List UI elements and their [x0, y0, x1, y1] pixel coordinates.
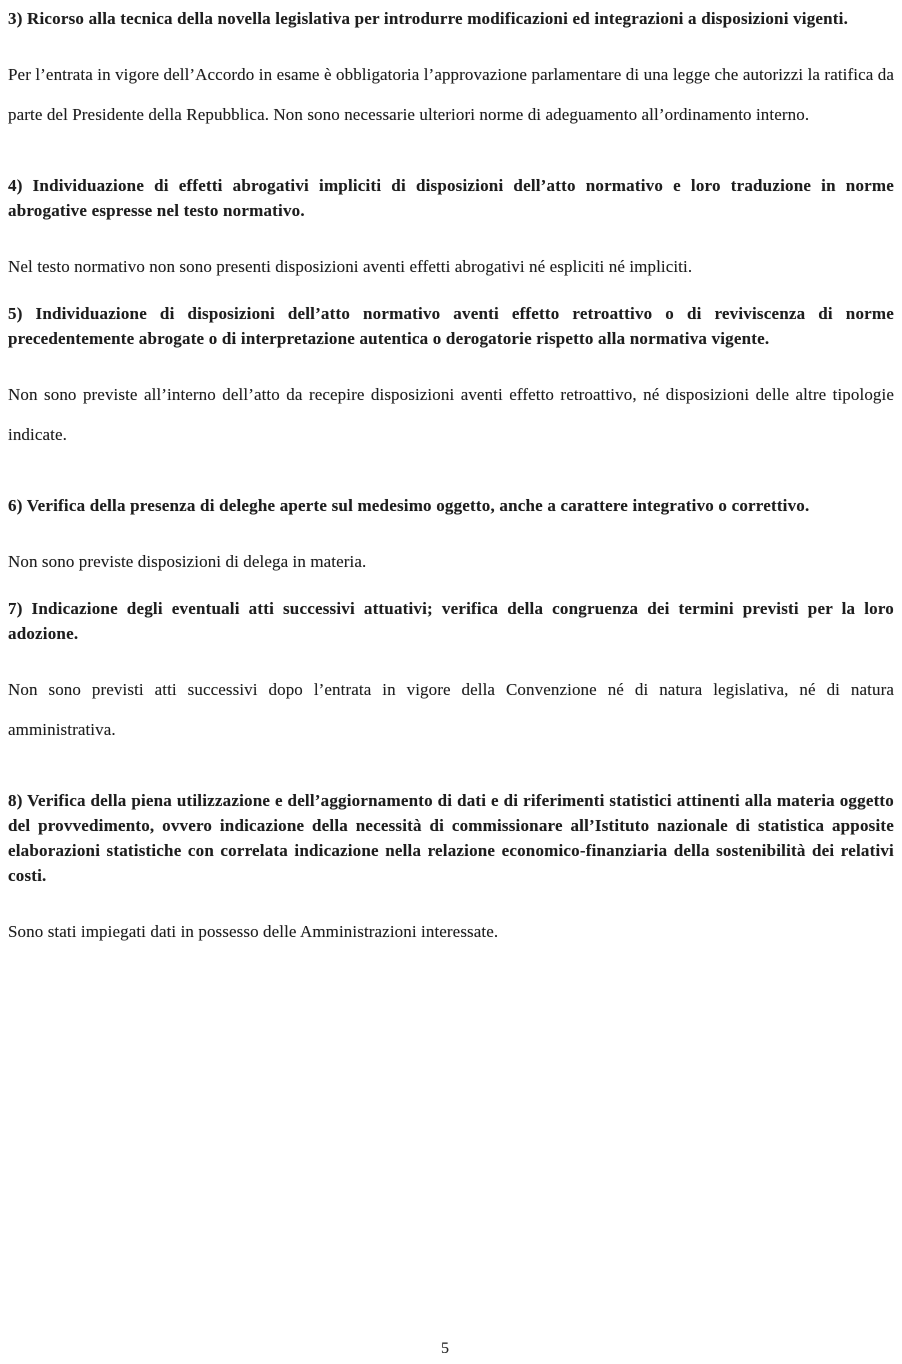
section-4-heading: 4) Individuazione di effetti abrogativi impliciti di disposizioni dell’atto normativo e loro traduzione in norme abrogative espresse nel testo normativo. — [8, 176, 894, 220]
section-7-paragraph: Non sono previsti atti successivi dopo l’entrata in vigore della Convenzione né di natura legislativa, né di natura amministrativa. — [8, 680, 894, 739]
section-7 — [8, 596, 894, 750]
section-3-heading: 3) Ricorso alla tecnica della novella legislativa per introdurre modificazioni ed integrazioni a disposizioni vigenti. — [8, 9, 849, 28]
page-number: 5 — [441, 1340, 449, 1357]
section-3 — [8, 6, 894, 135]
section-5-paragraph: Non sono previste all’interno dell’atto da recepire disposizioni aventi effetto retroattivo, né disposizioni delle altre tipologie indicate. — [8, 385, 894, 444]
section-8 — [8, 788, 894, 952]
section-6-paragraph: Non sono previste disposizioni di delega in materia. — [8, 552, 367, 571]
section-3-paragraph: Per l’entrata in vigore dell’Accordo in esame è obbligatoria l’approvazione parlamentare di una legge che autorizzi la ratifica da parte del Presidente della Repubblica. Non sono necessarie ulteriori norme di adeguamento all’ordinamento interno. — [8, 65, 894, 124]
section-5 — [8, 301, 894, 455]
section-7-heading: 7) Indicazione degli eventuali atti successivi attuativi; verifica della congruenza dei termini previsti per la loro adozione. — [8, 599, 894, 643]
section-8-paragraph: Sono stati impiegati dati in possesso delle Amministrazioni interessate. — [8, 922, 499, 941]
section-8-heading: 8) Verifica della piena utilizzazione e dell’aggiornamento di dati e di riferimenti statistici attinenti alla materia oggetto del provvedimento, ovvero indicazione della necessità di commissionare all’Istituto nazionale di statistica apposite elaborazioni statistiche con correlata indicazione nella relazione economico-finanziaria della sostenibilità dei relativi costi. — [8, 791, 894, 885]
section-4-paragraph: Nel testo normativo non sono presenti disposizioni aventi effetti abrogativi né espliciti né impliciti. — [8, 257, 693, 276]
section-5-heading: 5) Individuazione di disposizioni dell’atto normativo aventi effetto retroattivo o di reviviscenza di norme precedentemente abrogate o di interpretazione autentica o derogatorie rispetto alla normativa vigente. — [8, 304, 894, 348]
section-6-heading: 6) Verifica della presenza di deleghe aperte sul medesimo oggetto, anche a carattere integrativo o correttivo. — [8, 496, 810, 515]
section-4 — [8, 173, 894, 287]
section-6 — [8, 493, 894, 582]
